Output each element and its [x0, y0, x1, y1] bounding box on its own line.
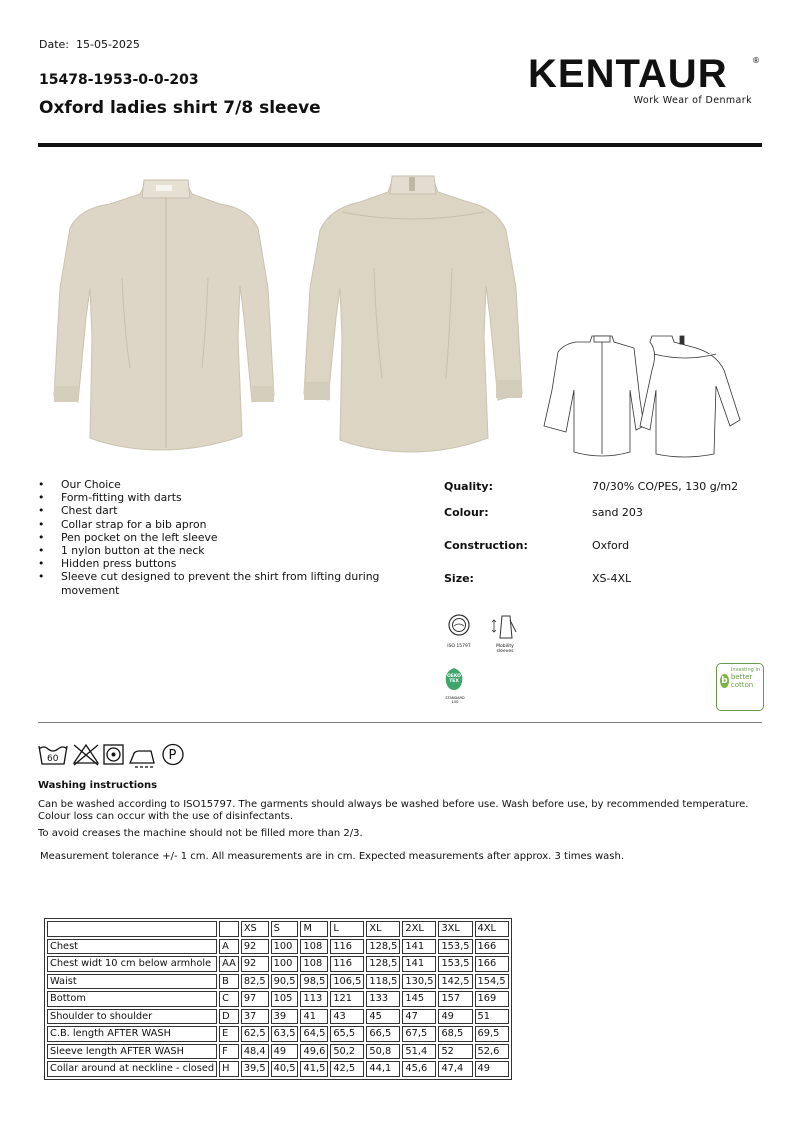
better-cotton-b-icon: b — [721, 676, 728, 686]
measure-value-cell: 113 — [300, 991, 328, 1007]
measure-value-cell: 100 — [271, 939, 299, 955]
tumble-dry-icon — [104, 745, 123, 764]
shirt-back-photo — [302, 168, 524, 456]
size-header-cell: 3XL — [438, 921, 472, 937]
spec-quality-label: Quality: — [444, 480, 493, 493]
product-code: 15478-1953-0-0-203 — [39, 72, 199, 88]
measure-value-cell: 154,5 — [475, 974, 509, 990]
mobility-sleeves-icon — [488, 612, 522, 652]
measure-value-cell: 43 — [330, 1009, 364, 1025]
measure-value-cell: 42,5 — [330, 1061, 364, 1077]
spec-quality-value: 70/30% CO/PES, 130 g/m2 — [592, 480, 739, 493]
measurement-note: Measurement tolerance +/- 1 cm. All measurements are in cm. Expected measurements after approx. 3 times wash. — [40, 851, 625, 862]
measure-value-cell: 49,6 — [300, 1044, 328, 1060]
measure-value-cell: 128,5 — [366, 956, 400, 972]
measure-name-cell: Chest — [47, 939, 217, 955]
measure-value-cell: 169 — [475, 991, 509, 1007]
feature-item: • Our Choice — [38, 478, 408, 491]
measure-value-cell: 105 — [271, 991, 299, 1007]
better-cotton-top: Investing in — [730, 667, 760, 673]
measure-value-cell: 90,5 — [271, 974, 299, 990]
size-header-cell: L — [330, 921, 364, 937]
measure-value-cell: 166 — [475, 956, 509, 972]
table-row — [47, 1009, 509, 1025]
measure-value-cell: 133 — [366, 991, 400, 1007]
wash-temp-label: 60 — [47, 754, 59, 764]
measure-value-cell: 82,5 — [241, 974, 269, 990]
spec-construction-label: Construction: — [444, 539, 528, 552]
measure-value-cell: 153,5 — [438, 939, 472, 955]
measure-value-cell: 108 — [300, 939, 328, 955]
measure-value-cell: 37 — [241, 1009, 269, 1025]
iso-15797-icon — [442, 612, 478, 652]
measure-code-cell: A — [219, 939, 239, 955]
measure-value-cell: 130,5 — [402, 974, 436, 990]
mobility-label: Mobility sleeves — [496, 644, 514, 654]
measure-value-cell: 128,5 — [366, 939, 400, 955]
measure-value-cell: 68,5 — [438, 1026, 472, 1042]
feature-item: • Chest dart — [38, 504, 408, 517]
measure-name-cell: Collar around at neckline - closed — [47, 1061, 217, 1077]
section-divider — [38, 722, 762, 723]
measure-code-cell: H — [219, 1061, 239, 1077]
measure-value-cell: 62,5 — [241, 1026, 269, 1042]
measure-value-cell: 121 — [330, 991, 364, 1007]
date-value: 15-05-2025 — [76, 38, 140, 51]
table-row — [47, 1061, 509, 1077]
measure-value-cell: 69,5 — [475, 1026, 509, 1042]
measure-value-cell: 39,5 — [241, 1061, 269, 1077]
measure-value-cell: 97 — [241, 991, 269, 1007]
care-symbols — [38, 742, 198, 768]
header-blank-cell — [219, 921, 239, 937]
feature-item: • 1 nylon button at the neck — [38, 544, 408, 557]
feature-item: • Hidden press buttons — [38, 557, 408, 570]
no-bleach-icon — [74, 745, 98, 765]
measure-value-cell: 153,5 — [438, 956, 472, 972]
feature-item: • Pen pocket on the left sleeve — [38, 531, 408, 544]
measure-name-cell: Chest widt 10 cm below armhole — [47, 956, 217, 972]
registered-mark: ® — [752, 56, 760, 65]
measure-value-cell: 50,2 — [330, 1044, 364, 1060]
size-header-cell: XS — [241, 921, 269, 937]
spec-colour-value: sand 203 — [592, 506, 643, 519]
measure-value-cell: 44,1 — [366, 1061, 400, 1077]
measure-value-cell: 51,4 — [402, 1044, 436, 1060]
measure-value-cell: 106,5 — [330, 974, 364, 990]
table-row — [47, 974, 509, 990]
measure-value-cell: 118,5 — [366, 974, 400, 990]
measure-code-cell: AA — [219, 956, 239, 972]
measure-name-cell: Sleeve length AFTER WASH — [47, 1044, 217, 1060]
technical-sketch — [540, 330, 750, 462]
size-header-cell: M — [300, 921, 328, 937]
measure-code-cell: F — [219, 1044, 239, 1060]
size-header-cell: XL — [366, 921, 400, 937]
spec-size-label: Size: — [444, 572, 474, 585]
measure-name-cell: C.B. length AFTER WASH — [47, 1026, 217, 1042]
header-blank-cell — [47, 921, 217, 937]
iron-icon — [130, 751, 154, 767]
measure-value-cell: 52,6 — [475, 1044, 509, 1060]
size-header-row — [47, 921, 509, 937]
measure-value-cell: 66,5 — [366, 1026, 400, 1042]
measure-value-cell: 65,5 — [330, 1026, 364, 1042]
spec-size-value: XS-4XL — [592, 572, 632, 585]
washing-heading: Washing instructions — [38, 780, 158, 791]
product-title: Oxford ladies shirt 7/8 sleeve — [39, 98, 321, 118]
brand-logo — [528, 54, 760, 110]
better-cotton-name: better cotton — [730, 673, 754, 689]
measure-value-cell: 45,6 — [402, 1061, 436, 1077]
measure-name-cell: Shoulder to shoulder — [47, 1009, 217, 1025]
measure-value-cell: 45 — [366, 1009, 400, 1025]
table-row — [47, 956, 509, 972]
measure-value-cell: 41,5 — [300, 1061, 328, 1077]
measure-value-cell: 145 — [402, 991, 436, 1007]
measure-value-cell: 47,4 — [438, 1061, 472, 1077]
measure-value-cell: 116 — [330, 939, 364, 955]
spec-colour-label: Colour: — [444, 506, 489, 519]
measure-name-cell: Bottom — [47, 991, 217, 1007]
oeko-label: OEKO TEX — [446, 674, 461, 684]
measure-value-cell: 67,5 — [402, 1026, 436, 1042]
measure-value-cell: 100 — [271, 956, 299, 972]
measure-code-cell: E — [219, 1026, 239, 1042]
brand-tagline: Work Wear of Denmark — [633, 95, 752, 106]
spec-construction-value: Oxford — [592, 539, 630, 552]
measure-value-cell: 49 — [438, 1009, 472, 1025]
measure-value-cell: 157 — [438, 991, 472, 1007]
measure-value-cell: 39 — [271, 1009, 299, 1025]
measure-value-cell: 92 — [241, 956, 269, 972]
size-header-cell: 4XL — [475, 921, 509, 937]
document-date — [39, 38, 140, 51]
header-divider — [38, 143, 762, 147]
table-row — [47, 991, 509, 1007]
professional-dry-clean-p-icon — [163, 745, 183, 765]
measure-value-cell: 52 — [438, 1044, 472, 1060]
measure-value-cell: 63,5 — [271, 1026, 299, 1042]
feature-item: • Collar strap for a bib apron — [38, 518, 408, 531]
washing-paragraph: Can be washed according to ISO15797. The garments should always be washed before use. Wash before use, by recommended temperature. Colour loss can occur with the use of disinfectants. — [38, 799, 749, 822]
table-row — [47, 1044, 509, 1060]
oeko-sub: STANDARD 100 — [445, 696, 465, 704]
measure-value-cell: 47 — [402, 1009, 436, 1025]
feature-item: • Form-fitting with darts — [38, 491, 408, 504]
measure-value-cell: 50,8 — [366, 1044, 400, 1060]
measure-value-cell: 48,4 — [241, 1044, 269, 1060]
size-header-cell: S — [271, 921, 299, 937]
feature-item: • Sleeve cut designed to prevent the shirt from lifting during movement — [38, 570, 408, 596]
shirt-front-photo — [52, 168, 278, 456]
dry-clean-letter: P — [168, 748, 177, 763]
measure-value-cell: 49 — [271, 1044, 299, 1060]
measure-code-cell: D — [219, 1009, 239, 1025]
size-header-cell: 2XL — [402, 921, 436, 937]
table-row — [47, 939, 509, 955]
measure-value-cell: 98,5 — [300, 974, 328, 990]
iso-label: ISO 15797 — [447, 644, 471, 649]
measure-value-cell: 92 — [241, 939, 269, 955]
measure-value-cell: 49 — [475, 1061, 509, 1077]
measure-value-cell: 41 — [300, 1009, 328, 1025]
oeko-tex-icon — [442, 666, 490, 706]
date-label: Date: — [39, 38, 69, 51]
measure-value-cell: 116 — [330, 956, 364, 972]
measure-value-cell: 64,5 — [300, 1026, 328, 1042]
measure-value-cell: 40,5 — [271, 1061, 299, 1077]
table-row — [47, 1026, 509, 1042]
measure-value-cell: 141 — [402, 939, 436, 955]
measure-value-cell: 142,5 — [438, 974, 472, 990]
measure-value-cell: 141 — [402, 956, 436, 972]
measure-code-cell: B — [219, 974, 239, 990]
measure-value-cell: 51 — [475, 1009, 509, 1025]
feature-list — [38, 478, 408, 597]
measure-value-cell: 166 — [475, 939, 509, 955]
measure-code-cell: C — [219, 991, 239, 1007]
better-cotton-icon — [716, 663, 764, 711]
size-table — [44, 918, 512, 1080]
measure-value-cell: 108 — [300, 956, 328, 972]
washing-paragraph: To avoid creases the machine should not be filled more than 2/3. — [38, 828, 363, 839]
brand-name: KENTAUR — [528, 52, 728, 96]
measure-name-cell: Waist — [47, 974, 217, 990]
